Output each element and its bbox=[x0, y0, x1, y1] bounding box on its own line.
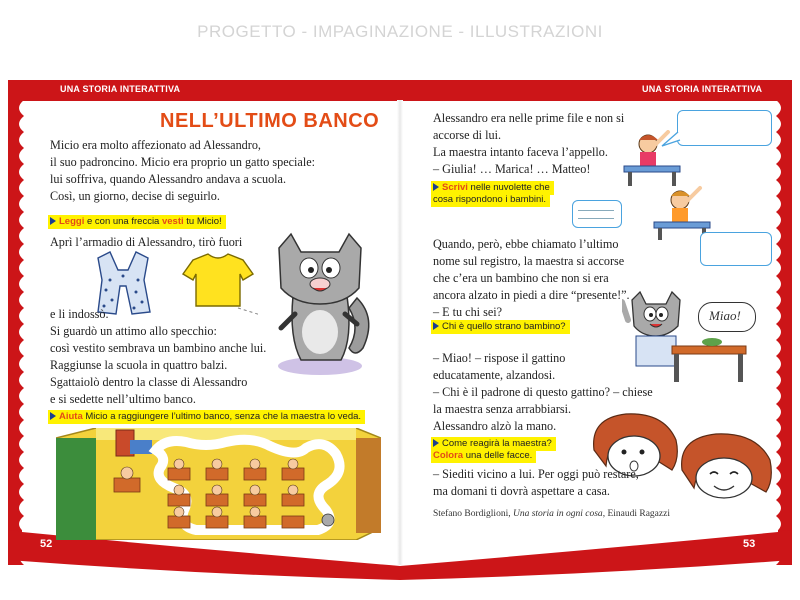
instruction-strange-child: Chi è quello strano bambino? bbox=[431, 320, 570, 334]
arrow-icon bbox=[50, 217, 56, 225]
text-line: Si guardò un attimo allo specchio: bbox=[50, 324, 217, 338]
arrow-icon bbox=[433, 183, 439, 191]
instruction-write-bubbles: Scrivi nelle nuvolette che bbox=[431, 181, 554, 195]
shirt-icon bbox=[183, 254, 253, 306]
text-line: accorse di lui. bbox=[433, 128, 502, 142]
instruction-dress-micio: Leggi e con una freccia vesti tu Micio! bbox=[48, 215, 226, 229]
text-line: che c’era un bambino che non si era bbox=[433, 271, 609, 285]
book-gutter bbox=[397, 100, 403, 565]
instruction-maze: Aiuta Micio a raggiungere l’ultimo banco, senza che la maestra lo veda. bbox=[48, 410, 365, 424]
right-bar-label: UNA STORIA INTERATTIVA bbox=[642, 84, 763, 94]
arrow-icon bbox=[50, 412, 56, 420]
right-page-number: 53 bbox=[743, 538, 756, 550]
instruction-color-face: Come reagirà la maestra? bbox=[431, 437, 556, 451]
text-line: Quando, però, ebbe chiamato l’ultimo bbox=[433, 237, 619, 251]
text-line: – Chi è il padrone di questo gattino? – chiese bbox=[433, 385, 653, 399]
text-line: e si sedette nell’ultimo banco. bbox=[50, 392, 196, 406]
text-line: lui soffriva, quando Alessandro andava a scuola. bbox=[50, 172, 287, 186]
text-line: Micio era molto affezionato ad Alessandro, bbox=[50, 138, 261, 152]
text-line: Raggiunse la scuola in quattro balzi. bbox=[50, 358, 228, 372]
text-line: Sgattaiolò dentro la classe di Alessandro bbox=[50, 375, 248, 389]
text-line: – Siediti vicino a lui. Per oggi può restare, bbox=[433, 467, 639, 481]
arrow-icon bbox=[433, 439, 439, 447]
text-line: La maestra intanto faceva l’appello. bbox=[433, 145, 608, 159]
answer-line bbox=[578, 218, 614, 219]
left-page-number: 52 bbox=[40, 538, 53, 550]
answer-line bbox=[578, 210, 614, 211]
overalls-and-shirt-illustration bbox=[88, 250, 258, 320]
left-scallop-edge bbox=[8, 100, 24, 565]
text-line: e li indossò. bbox=[50, 307, 109, 321]
text-line: – E tu chi sei? bbox=[433, 305, 503, 319]
speech-bubble-2[interactable] bbox=[572, 200, 622, 228]
text-line: ancora alzato in piedi a dire “presente!”. bbox=[433, 288, 630, 302]
overalls-icon bbox=[98, 252, 150, 314]
speech-bubble-1[interactable] bbox=[677, 110, 772, 146]
text-line: Così, un giorno, decise di seguirlo. bbox=[50, 189, 220, 203]
text-line: Alessandro alzò la mano. bbox=[433, 419, 557, 433]
classroom-maze-illustration bbox=[56, 428, 381, 540]
text-line: così vestito sembrava un bambino anche lui. bbox=[50, 341, 267, 355]
arrow-icon bbox=[433, 322, 439, 330]
text-line: Alessandro era nelle prime file e non si bbox=[433, 111, 625, 125]
instruction-color-face-line2: Colora una delle facce. bbox=[431, 449, 536, 463]
micio-cat-illustration bbox=[265, 228, 380, 378]
story-title: NELL’ULTIMO BANCO bbox=[160, 110, 380, 132]
text-line: – Miao! – rispose il gattino bbox=[433, 351, 566, 365]
text-line: educatamente, alzandosi. bbox=[433, 368, 556, 382]
text-line: ma domani ti dovrà aspettare a casa. bbox=[433, 484, 610, 498]
speech-bubble-3[interactable] bbox=[700, 232, 772, 266]
text-line: la maestra senza arrabbiarsi. bbox=[433, 402, 572, 416]
left-bar-label: UNA STORIA INTERATTIVA bbox=[60, 84, 181, 94]
speech-bubble-miao-text: Miao! bbox=[709, 308, 741, 323]
speech-tail-1 bbox=[660, 130, 682, 150]
text-line: Aprì l’armadio di Alessandro, tirò fuori bbox=[50, 235, 243, 249]
teacher-face-smiling[interactable] bbox=[672, 430, 778, 502]
text-line: nome sul registro, la maestra si accorse bbox=[433, 254, 625, 268]
page-header-title: PROGETTO - IMPAGINAZIONE - ILLUSTRAZIONI bbox=[197, 22, 603, 41]
right-scallop-edge bbox=[776, 100, 792, 565]
text-line: – Giulia! … Marica! … Matteo! bbox=[433, 162, 591, 176]
source-credit: Stefano Bordiglioni, Una storia in ogni cosa, Einaudi Ragazzi bbox=[433, 509, 670, 519]
instruction-write-bubbles-line2: cosa rispondono i bambini. bbox=[431, 193, 550, 207]
text-line: il suo padroncino. Micio era proprio un gatto speciale: bbox=[50, 155, 316, 169]
